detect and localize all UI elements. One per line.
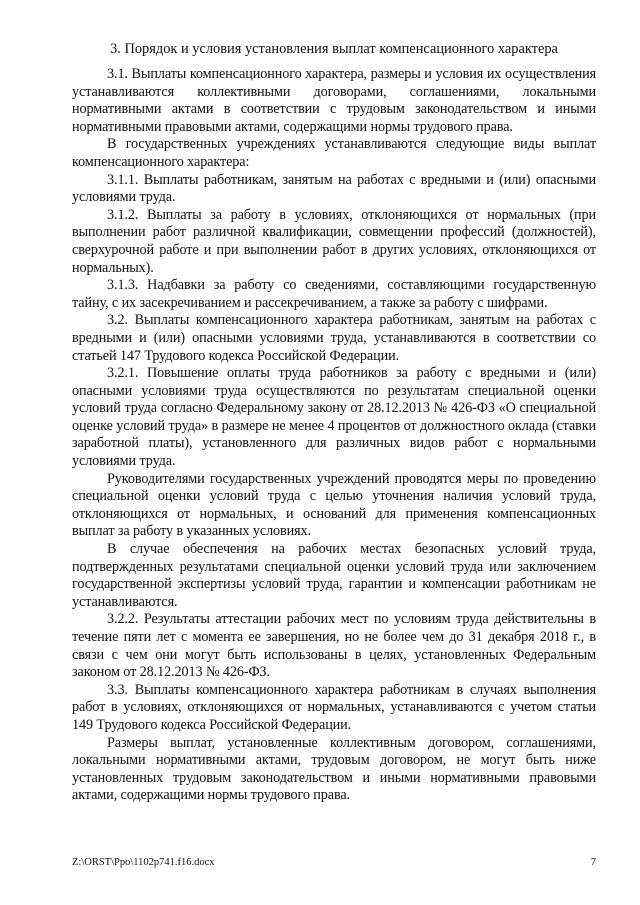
paragraph-3-1: 3.1. Выплаты компенсационного характера, размеры и условия их осуществления устанавливаются коллективными договорами, соглашениями, локальными нормативными актами в соответствии с трудовым законодательством и иными нормативными правовыми актами, содержащими нормы трудового права. bbox=[72, 66, 596, 135]
footer-page-number: 7 bbox=[590, 857, 596, 868]
paragraph-3-1-2: 3.1.2. Выплаты за работу в условиях, отклоняющихся от нормальных (при выполнении работ различной квалификации, совмещении профессий (должностей), сверхурочной работе и при выполнении работ в других условиях, отклоняющихся от нормальных). bbox=[72, 206, 596, 276]
paragraph-payment-sizes: Размеры выплат, установленные коллективным договором, соглашениями, локальными нормативными актами, трудовым договором, не могут быть ниже установленных трудовым законодательством и иными нормативными правовыми актами, содержащими нормы трудового права. bbox=[72, 734, 596, 804]
footer-file-path: Z:\ORST\Ppo\1102p741.f16.docx bbox=[72, 857, 215, 868]
paragraph-3-3: 3.3. Выплаты компенсационного характера работникам в случаях выполнения работ в условиях, отклоняющихся от нормальных, устанавливаются с учетом статьи 149 Трудового кодекса Российской Федерации. bbox=[72, 681, 596, 733]
section-title: 3. Порядок и условия установления выплат компенсационного характера bbox=[110, 41, 558, 57]
paragraph-3-2-2: 3.2.2. Результаты аттестации рабочих мест по условиям труда действительны в течение пяти лет с момента ее завершения, но не более чем до 31 декабря 2018 г., в связи с чем они могут быть использованы в целях, установленных Федеральным законом от 28.12.2013 № 426-ФЗ. bbox=[72, 611, 596, 681]
paragraph-safe-conditions: В случае обеспечения на рабочих местах безопасных условий труда, подтвержденных результатами специальной оценки условий труда или заключением государственной экспертизы условий труда, гарантии и компенсации работникам не устанавливаются. bbox=[72, 541, 596, 610]
paragraph-3-1-3: 3.1.3. Надбавки за работу со сведениями, составляющими государственную тайну, с их засекречиванием и рассекречиванием, а также за работу с шифрами. bbox=[72, 277, 596, 311]
paragraph-types-intro: В государственных учреждениях устанавливаются следующие виды выплат компенсационного характера: bbox=[72, 136, 596, 170]
paragraph-3-2: 3.2. Выплаты компенсационного характера работникам, занятым на работах с вредными и (или) опасными условиями труда, устанавливаются в соответствии со статьей 147 Трудового кодекса Российской Федерации. bbox=[72, 312, 596, 364]
document-body bbox=[72, 66, 596, 805]
paragraph-3-2-1: 3.2.1. Повышение оплаты труда работников за работу с вредными и (или) опасными условиями труда осуществляются по результатам специальной оценки условий труда согласно Федеральному закону от 28.12.2013 № 426-ФЗ «О специальной оценке условий труда» в размере не менее 4 процентов от должностного оклада (ставки заработной платы), установленного для различных видов работ с нормальными условиями труда. bbox=[72, 365, 596, 470]
paragraph-managers: Руководителями государственных учреждений проводятся меры по проведению специальной оценки условий труда с целью уточнения наличия условий труда, отклоняющихся от нормальных, и оснований для применения компенсационных выплат за работу в указанных условиях. bbox=[72, 470, 596, 540]
paragraph-3-1-1: 3.1.1. Выплаты работникам, занятым на работах с вредными и (или) опасными условиями труда. bbox=[72, 171, 596, 206]
